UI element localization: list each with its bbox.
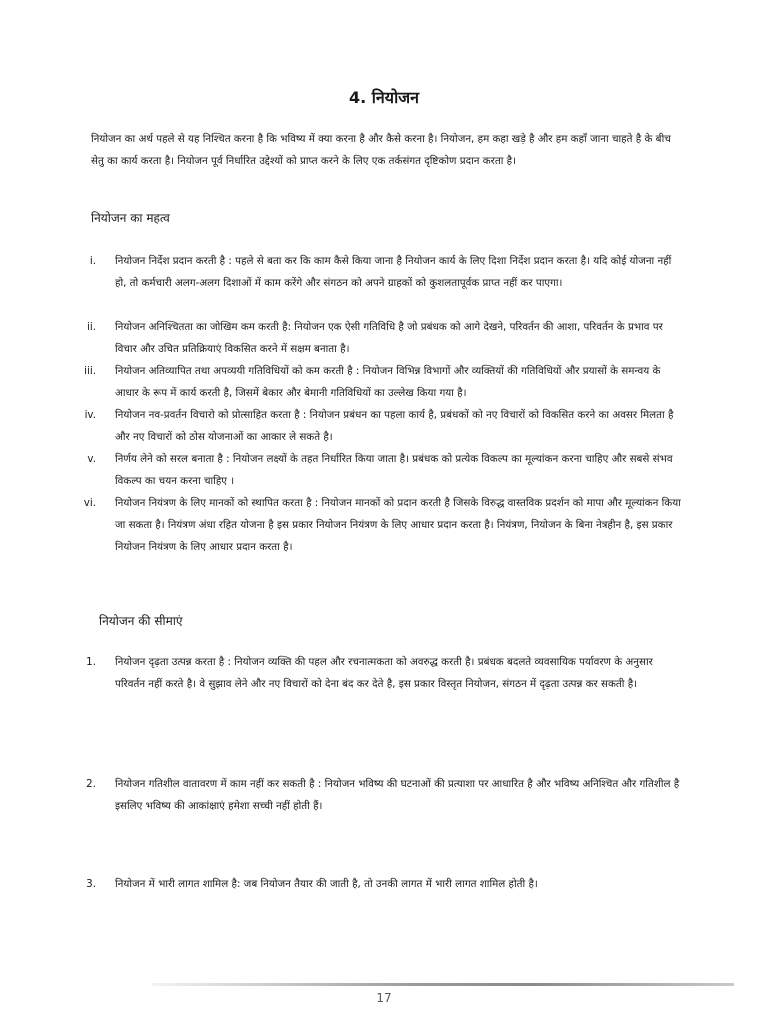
list-item-text: नियोजन नव-प्रवर्तन विचारो को प्रोत्साहित करता है : नियोजन प्रबंधन का पहला कार्य है, प्रबंधकों को नए विचारों को विकसित करने का अवसर मिलता है और नए विचारों को ठोस योजनाओं का आकार ले सकते है। (115, 409, 674, 443)
limitations-heading: नियोजन की सीमाएं (99, 614, 183, 628)
page-title: 4. नियोजन (349, 88, 419, 107)
list-item-text: नियोजन दृढ़ता उत्पन्न करता है : नियोजन व्यक्ति की पहल और रचनात्मकता को अवरुद्ध करती है। प्रबंधक बदलते व्यवसायिक पर्यावरण के अनुसार परिवर्तन नहीं करते है। वे सुझाव लेने और नए विचारों को देना बंद कर देते है, इस प्रकार विस्तृत नियोजन, संगठन में दृढ़ता उत्पन्न कर सकती है। (115, 656, 653, 690)
importance-heading: नियोजन का महत्व (91, 211, 170, 225)
list-marker: 2. (86, 778, 96, 790)
footer-divider (152, 983, 734, 986)
list-marker: 1. (86, 656, 96, 668)
list-item-text: नियोजन नियंत्रण के लिए मानकों को स्थापित करता है : नियोजन मानकों को प्रदान करती है जिसके विरुद्ध वास्तविक प्रदर्शन को मापा और मूल्यांकन किया जा सकता है। नियंत्रण अंधा रहित योजना है इस प्रकार नियोजन नियंत्रण के लिए आधार प्रदान करता है। नियंत्रण, नियोजन के बिना नेत्रहीन है, इस प्रकार नियोजन नियंत्रण के लिए आधार प्रदान करता है। (115, 497, 681, 553)
list-item-text: नियोजन अतिव्यापित तथा अपव्ययी गतिविधियों को कम करती है : नियोजन विभिन्न विभागों और व्यक्तियों की गतिविधियों और प्रयासों के समन्वय के आधार के रूप में कार्य करती है, जिसमें बेकार और बेमानी गतिविधियों का उल्लेख किया गया है। (115, 365, 661, 399)
list-marker: vi. (83, 497, 96, 509)
intro-paragraph: नियोजन का अर्थ पहले से यह निश्चित करना है कि भविष्य में क्या करना है और कैसे करना है। नियोजन, हम कहा खड़े है और हम कहाँ जाना चाहते है के बीच सेतु का कार्य करता है। नियोजन पूर्व निर्धारित उद्देश्यों को प्राप्त करने के लिए एक तर्कसंगत दृष्टिकोण प्रदान करता है। (91, 133, 671, 167)
list-item-text: निर्णय लेने को सरल बनाता है : नियोजन लक्ष्यों के तहत निर्धारित किया जाता है। प्रबंधक को प्रत्येक विकल्प का मूल्यांकन करना चाहिए और सबसे संभव विकल्प का चयन करना चाहिए । (115, 453, 673, 487)
list-marker: v. (87, 453, 96, 465)
list-marker: ii. (87, 321, 96, 333)
list-marker: iv. (84, 409, 96, 421)
list-item-text: नियोजन गतिशील वातावरण में काम नहीं कर सकती है : नियोजन भविष्य की घटनाओं की प्रत्याशा पर आधारित है और भविष्य अनिश्चित और गतिशील है इसलिए भविष्य की आकांक्षाएं हमेशा सच्ची नहीं होती हैं। (115, 778, 680, 812)
list-marker: i. (89, 255, 96, 267)
list-item-text: नियोजन में भारी लागत शामिल है: जब नियोजन तैयार की जाती है, तो उनकी लागत में भारी लागत शामिल होती है। (115, 878, 538, 890)
list-item-text: नियोजन अनिश्चितता का जोखिम कम करती है: नियोजन एक ऐसी गतिविधि है जो प्रबंधक को आगे देखने, परिवर्तन की आशा, परिवर्तन के प्रभाव पर विचार और उचित प्रतिक्रियाएं विकसित करने में सक्षम बनाता है। (115, 321, 663, 355)
list-marker: iii. (84, 365, 96, 377)
page-number: 17 (376, 991, 392, 1005)
list-item-text: नियोजन निर्देश प्रदान करती है : पहले से बता कर कि काम कैसे किया जाना है नियोजन कार्य के लिए दिशा निर्देश प्रदान करता है। यदि कोई योजना नहीं हो, तो कर्मचारी अलग-अलग दिशाओं में काम करेंगे और संगठन को अपने ग्राहकों को कुशलतापूर्वक प्राप्त नहीं कर पाएगा। (115, 255, 672, 289)
list-marker: 3. (86, 878, 96, 890)
